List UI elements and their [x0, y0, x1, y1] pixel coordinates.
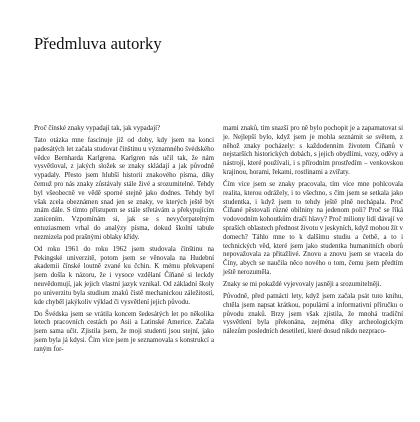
- left-text-column: [34, 125, 214, 354]
- paragraph: Proč čínské znaky vypadají tak, jak vypadají?: [34, 125, 161, 132]
- paragraph: mami znaků, tím snazší pro ně bylo pochopit je a zapamatovat si je. Nejlepší bylo, když jsem je mohla seznámit se světem, z něhož znaky pocházely: s každodenním životem Číňanů v nejstarších historických dobách, s jejich obydlími, vozy, oděvy a nástroji, které používali, i s přírodním prostředím – venkovskou krajinou, horami, řekami, rostlinami a zvířaty.: [223, 125, 403, 176]
- paragraph: Čím více jsem se znaky pracovala, tím více mne pohlcovala realita, kterou odrážely, i to všechno, s čím jsem se setkala jako studentka, i když jsem to tehdy ještě plně nechápala. Proč Číňané pěstovali různé obilniny na jedenom poli? Proč se říká vodovodním kohoutkům dračí hlavy? Proč miliony lidí dávají ve spraších oblastech přednost životu v jeskyních, když mohou žít v domech? Táhlo mne to k dalšímu studiu a četbě, a to i technických věd, které jsem jako studentka humanitních oborů nepovažovala za přitažlivé. Znovu a znovu jsem se vracela do Číny, abych se naučila něco nového o tom, čemu jsem předtím ještě nerozuměla.: [223, 180, 403, 276]
- right-text-column: [223, 125, 403, 337]
- page-title: Předmluva autorky: [34, 34, 162, 53]
- paragraph: Od roku 1961 do roku 1962 jsem studovala čínštinu na Pekingské univerzitě, potom jsem se věnovala na Hudební akademii čínské loutně zvané ku čchin. K mému překvapení jsem došla k názoru, že i vysoce vzdělaní Číňané si leckdy neuvědomují, jak jejich vlastní jazyk vznikal. Od základní školy po univerzitu byla studium znaků čistě mechanickou záležitostí, kde chyběl jakýkoliv výklad či vysvětlení jejich původu.: [34, 245, 214, 306]
- paragraph: Původně, před patnácti lety, když jsem začala psát tuto knihu, chtěla jsem napsat krátkou, populární a informativní příručku o původu znaků. Brzy jsem však zjistila, že mnohá tradiční vysvětlení byla překonána, zejména díky archeologickým nálezům posledních desetiletí, které dosud nikdo nezpraco-: [223, 292, 403, 336]
- paragraph: Tato otázka mne fascinuje již od doby, kdy jsem na konci padesátých let začala studovat čínštinu u významného švédského vědce Bernharda Karlgrena. Karlgren nás učil tak, že nám vysvětloval, z jakých složek se znaky skládají a jak původně vypadaly. Přesto jsem hlubší historii znakového písma, díky čemuž pro nás znaky zůstávaly stále živé a srozumitelné. Tehdy byl všeobecně ve vědě sporné stejně jako dodnes. Tehdy byl však zcela obeznámen snad jen se znaky, ve kterých ještě být znám dále. S tímto přístupem se stále střetávám a překypujícím zanícením. Vzpomínám si, jak se s nevyčerpatelným entuziasmem vrhal do analýzy písma, dokud školní tabule nezmizela pod prašnými oblaky křídy.: [34, 136, 214, 241]
- paragraph: Do Švédska jsem se vrátila koncem šedesátých let po několika letech pracovních cestách po Asii a Latinské Americe. Začala jsem sama učit. Zjistila jsem, že moji studenti jsou stejní, jako jsem byla já kdysi. Čím více jsem je seznamovala s konstrukcí a raným for-: [34, 310, 214, 353]
- paragraph: Znaky se mi pokaždé vyjevovaly jasněji a srozumitelněji.: [223, 280, 382, 288]
